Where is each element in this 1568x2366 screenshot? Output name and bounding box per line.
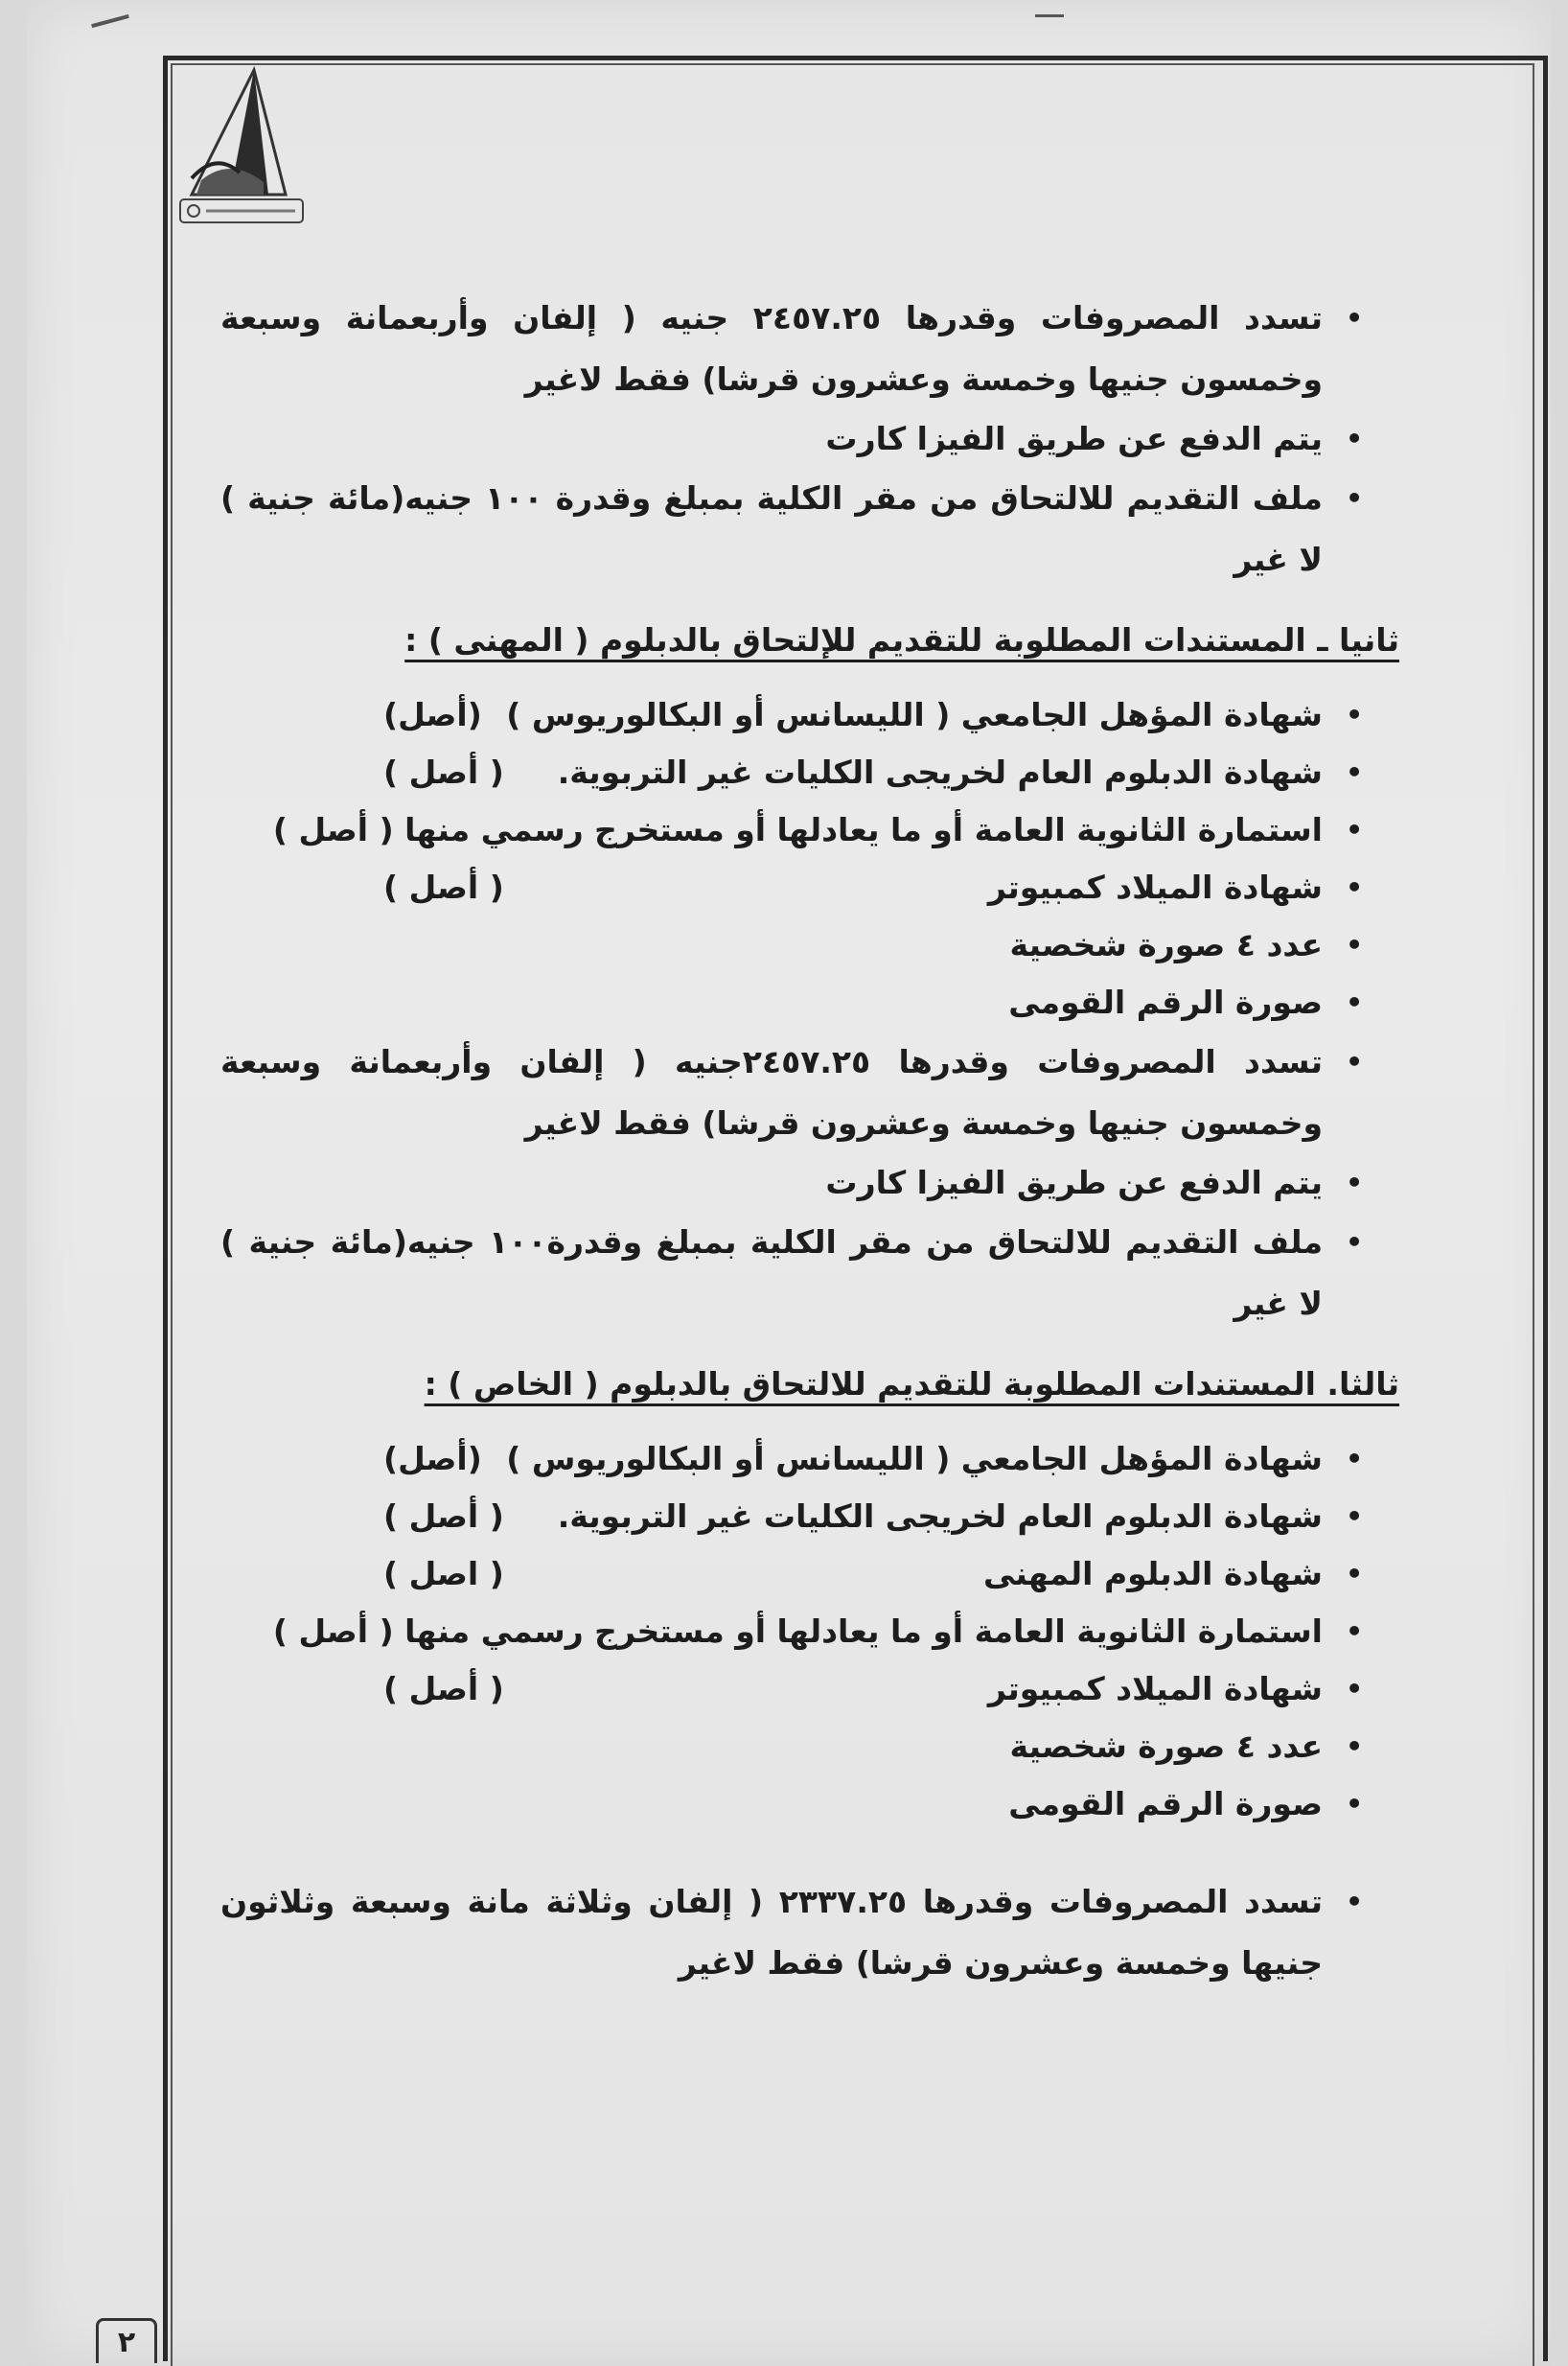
doc-text: استمارة الثانوية العامة أو ما يعادلها أو مستخرج رسمي منها ( أصل ) bbox=[272, 811, 1323, 848]
doc-tag: ( أصل ) bbox=[383, 1670, 504, 1707]
list-item bbox=[220, 1718, 1380, 1775]
list-item bbox=[220, 1545, 1380, 1603]
list-item bbox=[220, 1430, 1380, 1488]
list-item: • ملف التقديم للالتحاق من مقر الكلية بمبلغ وقدرة ١٠٠ جنيه(مائة جنية ) لا غير bbox=[220, 468, 1380, 591]
doc-text: صورة الرقم القومى bbox=[1008, 984, 1323, 1021]
doc-tag: (أصل) bbox=[383, 1440, 482, 1477]
doc-text: شهادة الميلاد كمبيوتر bbox=[987, 869, 1323, 906]
doc-text: شهادة المؤهل الجامعي ( الليسانس أو البكالوريوس ) bbox=[506, 696, 1323, 733]
scratch-mark bbox=[1035, 14, 1064, 17]
doc-tag: (أصل) bbox=[383, 696, 482, 733]
list-item bbox=[220, 1603, 1380, 1660]
doc-text: استمارة الثانوية العامة أو ما يعادلها أو مستخرج رسمي منها ( أصل ) bbox=[272, 1612, 1323, 1650]
doc-text: شهادة المؤهل الجامعي ( الليسانس أو البكالوريوس ) bbox=[506, 1440, 1323, 1477]
list-item bbox=[220, 916, 1380, 974]
list-item bbox=[220, 1775, 1380, 1833]
doc-text: عدد ٤ صورة شخصية bbox=[1009, 926, 1323, 963]
list-item: • ملف التقديم للالتحاق من مقر الكلية بمبلغ وقدرة١٠٠ جنيه(مائة جنية ) لا غير bbox=[220, 1212, 1380, 1334]
list-item: • يتم الدفع عن طريق الفيزا كارت bbox=[220, 1154, 1380, 1212]
doc-tag: ( أصل ) bbox=[383, 1497, 504, 1535]
doc-tag: ( اصل ) bbox=[383, 1555, 504, 1592]
list-item: • تسدد المصروفات وقدرها ٢٤٥٧.٢٥جنيه ( إلفان وأربعمانة وسبعة وخمسون جنيها وخمسة وعشرون قرشا) فقط لاغير bbox=[220, 1032, 1380, 1154]
list-item: • تسدد المصروفات وقدرها ٢٣٣٧.٢٥ ( إلفان وثلاثة مانة وسبعة وثلاثون جنيها وخمسة وعشرون قرشا) فقط لاغير bbox=[220, 1871, 1380, 1994]
section-special-docs bbox=[220, 1430, 1380, 1994]
doc-text: شهادة الدبلوم المهنى bbox=[983, 1555, 1323, 1592]
doc-text: صورة الرقم القومى bbox=[1008, 1785, 1323, 1822]
doc-tag: ( أصل ) bbox=[383, 754, 504, 791]
page-number: ٢ bbox=[96, 2318, 157, 2363]
doc-text: شهادة الدبلوم العام لخريجى الكليات غير التربوية. bbox=[557, 1497, 1323, 1535]
university-logo bbox=[173, 65, 307, 233]
list-item bbox=[220, 859, 1380, 916]
section-heading-special: ثالثا. المستندات المطلوبة للتقديم للالتحاق بالدبلوم ( الخاص ) : bbox=[424, 1365, 1399, 1403]
list-item bbox=[220, 974, 1380, 1032]
document-body bbox=[220, 288, 1399, 1994]
list-item bbox=[220, 1488, 1380, 1545]
list-item: • يتم الدفع عن طريق الفيزا كارت bbox=[220, 410, 1380, 468]
doc-text: شهادة الميلاد كمبيوتر bbox=[987, 1670, 1323, 1707]
doc-tag: ( أصل ) bbox=[383, 869, 504, 906]
list-item bbox=[220, 1660, 1380, 1718]
section-professional-docs bbox=[220, 686, 1380, 1334]
list-item bbox=[220, 744, 1380, 801]
section-heading-professional: ثانيا ـ المستندات المطلوبة للتقديم للإلتحاق بالدبلوم ( المهنى ) : bbox=[404, 621, 1399, 659]
list-item bbox=[220, 686, 1380, 744]
list-item: • تسدد المصروفات وقدرها ٢٤٥٧.٢٥ جنيه ( إلفان وأربعمانة وسبعة وخمسون جنيها وخمسة وعشرون قرشا) فقط لاغير bbox=[220, 288, 1380, 410]
doc-text: عدد ٤ صورة شخصية bbox=[1009, 1728, 1323, 1765]
list-item bbox=[220, 801, 1380, 859]
section-fees-general bbox=[220, 288, 1380, 591]
doc-text: شهادة الدبلوم العام لخريجى الكليات غير التربوية. bbox=[557, 754, 1323, 791]
